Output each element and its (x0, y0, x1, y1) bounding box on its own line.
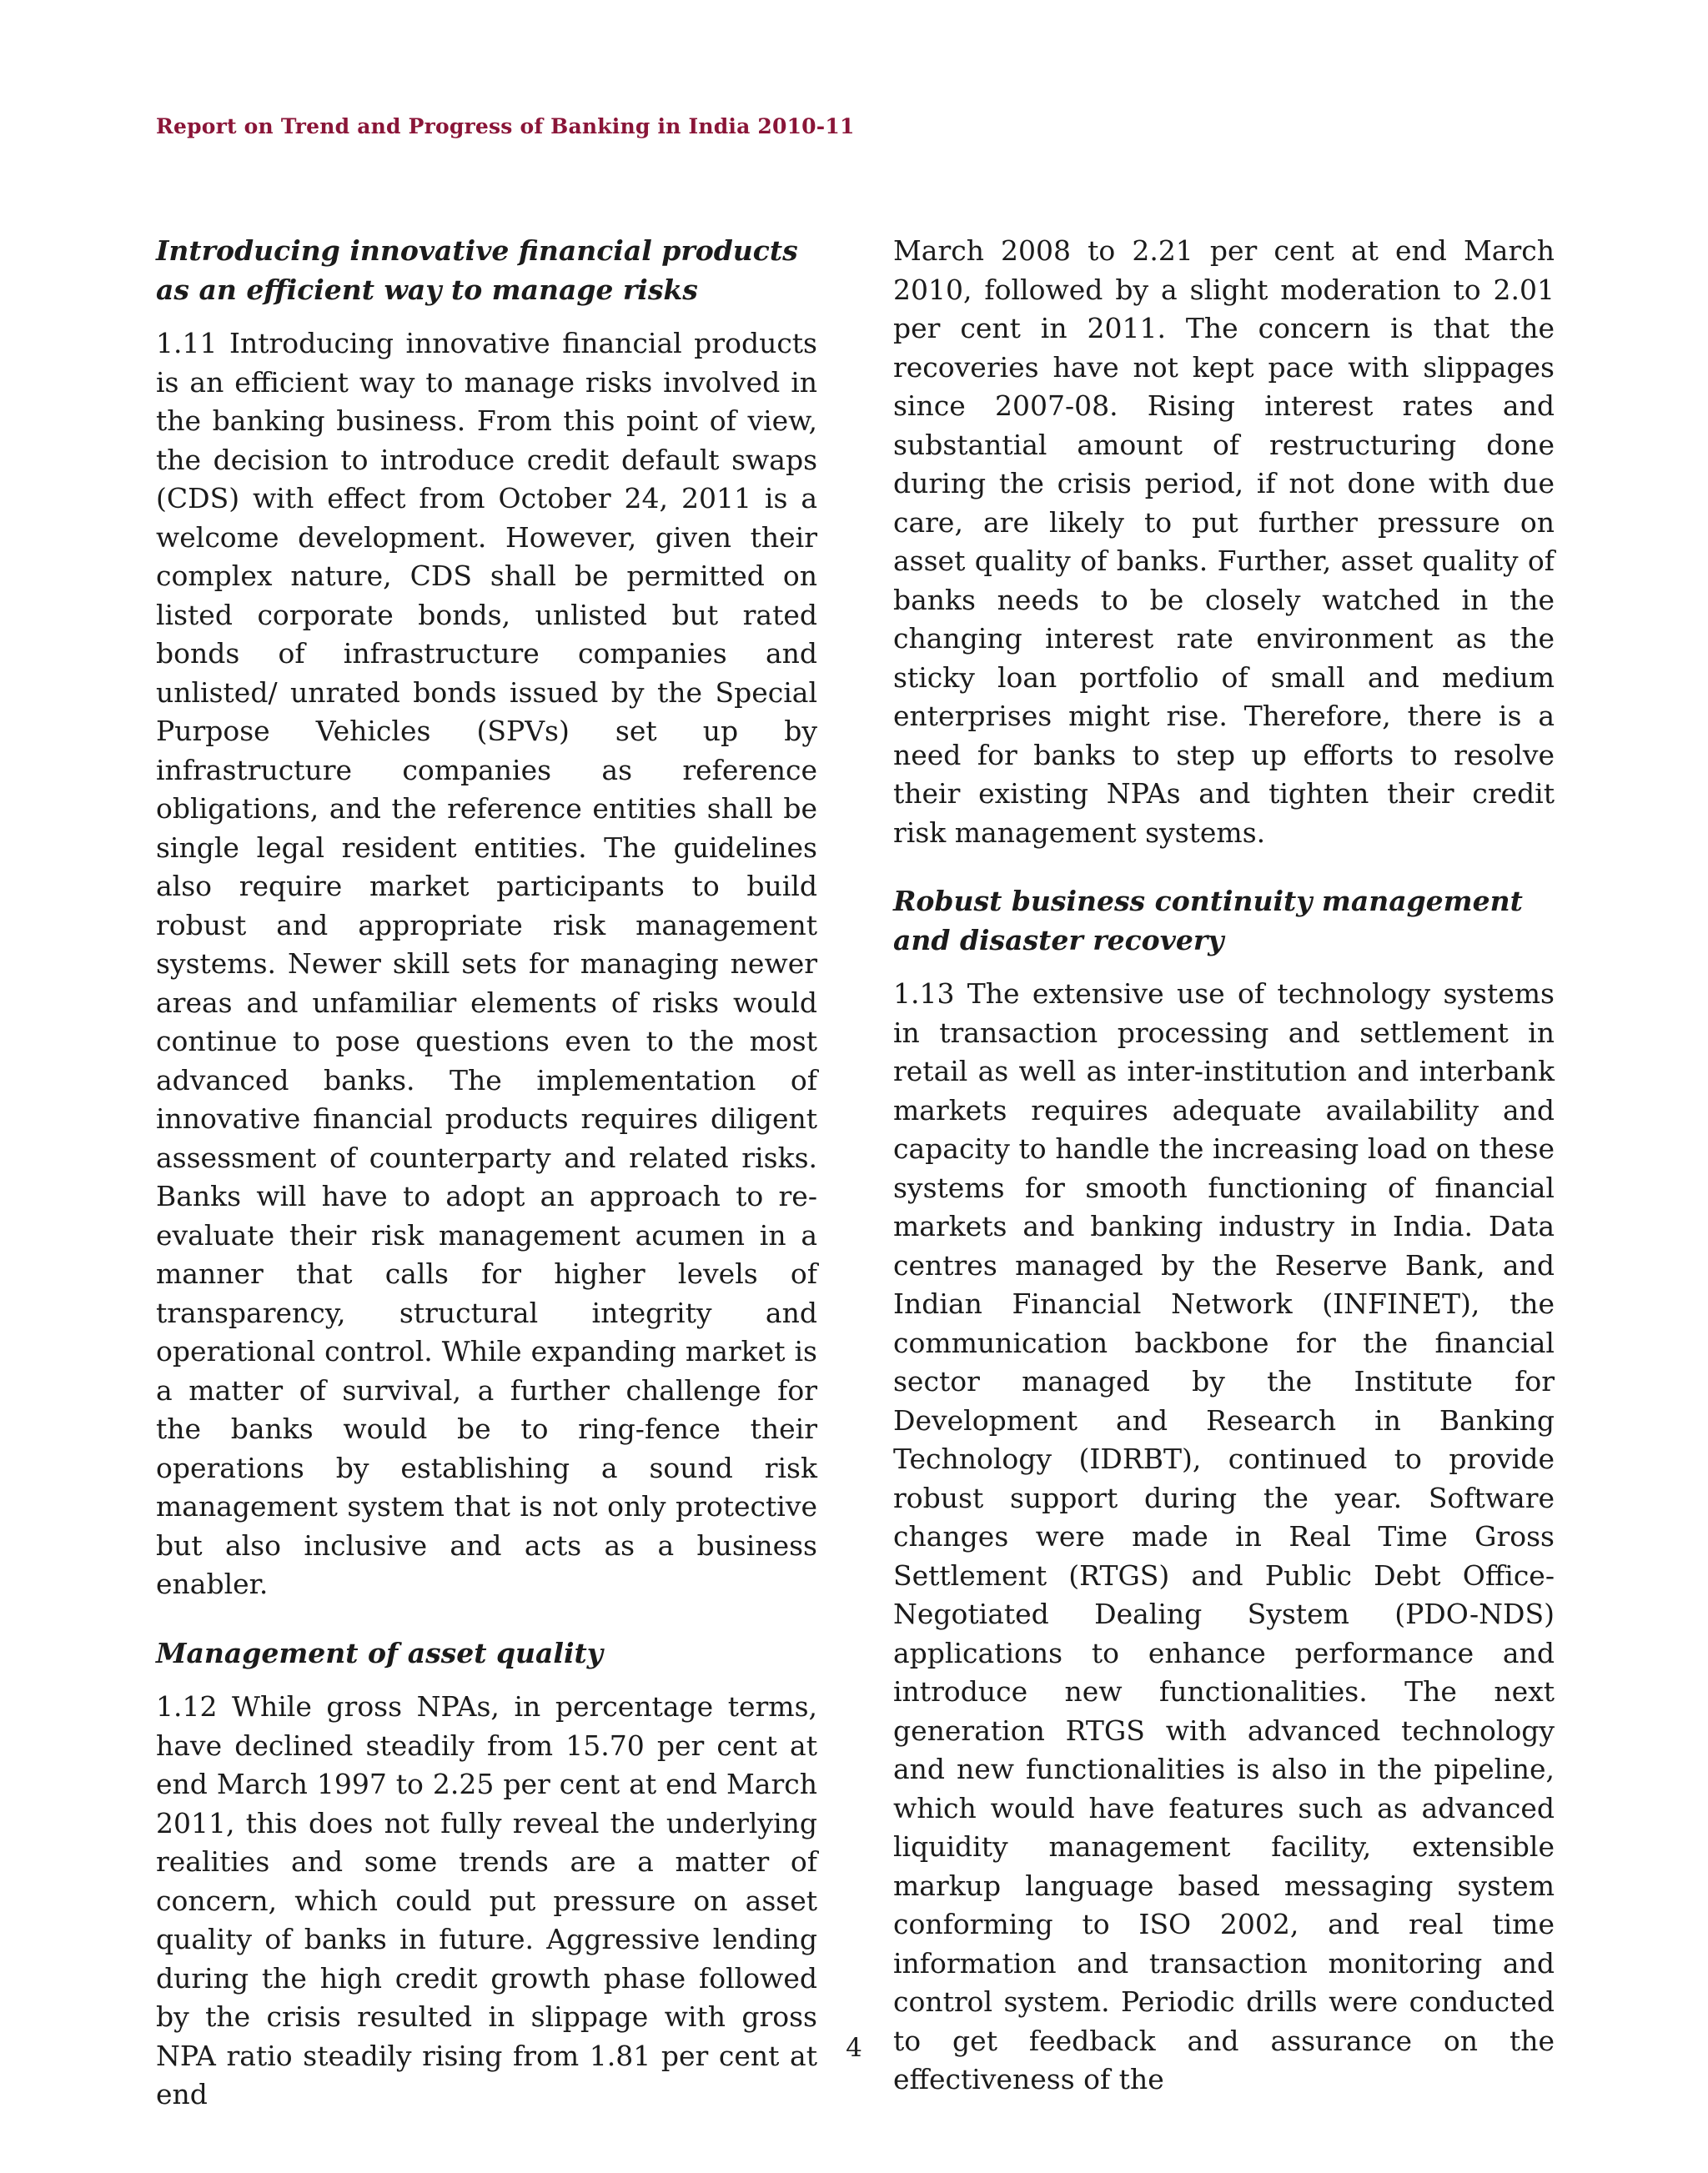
running-header: Report on Trend and Progress of Banking in India 2010-11 (156, 114, 855, 138)
right-column (893, 232, 1555, 2100)
spacer (156, 1604, 817, 1634)
section-heading-asset-quality: Management of asset quality (156, 1636, 603, 1669)
paragraph-1-12: 1.12 While gross NPAs, in percentage terms, have declined steadily from 15.70 per cent at end March 1997 to 2.25 per cent at end March 2011, this does not fully reveal the underlying realities and some trends are a matter of concern, which could put pressure on asset quality of banks in future. Aggressive lending during the high credit growth phase followed by the crisis resulted in slippage with gross NPA ratio steadily rising from 1.81 per cent at end (156, 1690, 817, 2110)
page-number: 4 (846, 2033, 862, 2063)
spacer (893, 852, 1555, 882)
spacer (156, 309, 817, 324)
paragraph-1-13: 1.13 The extensive use of technology systems in transaction processing and settlement in retail as well as inter-institution and interbank markets requires adequate availability and capacity to handle the increasing load on these systems for smooth functioning of financial markets and banking industry in India. Data centres managed by the Reserve Bank, and Indian Financial Network (INFINET), the communication backbone for the financial sector managed by the Institute for Development and Research in Banking Technology (IDRBT), continued to provide robust support during the year. Software changes were made in Real Time Gross Settlement (RTGS) and Public Debt Office-Negotiated Dealing System (PDO-NDS) applications to enhance performance and introduce new functionalities. The next generation RTGS with advanced technology and new functionalities is also in the pipeline, which would have features such as advanced liquidity management facility, extensible markup language based messaging system conforming to ISO 2002, and real time information and transaction monitoring and control system. Periodic drills were conducted to get feedback and assurance on the effectiveness of the (893, 977, 1555, 2095)
paragraph-1-12-continued: March 2008 to 2.21 per cent at end March 2010, followed by a slight moderation to 2.01 per cent in 2011. The concern is that the recoveries have not kept pace with slippages since 2007-08. Rising interest rates and substantial amount of restructuring done during the crisis period, if not done with due care, are likely to put further pressure on asset quality of banks. Further, asset quality of banks needs to be closely watched in the changing interest rate environment as the sticky loan portfolio of small and medium enterprises might rise. Therefore, there is a need for banks to step up efforts to resolve their existing NPAs and tighten their credit risk management systems. (893, 234, 1555, 849)
spacer (156, 1673, 817, 1688)
spacer (893, 960, 1555, 975)
section-heading-innovative-products: Introducing innovative financial products as an efficient way to manage risks (156, 234, 798, 306)
left-column (156, 232, 817, 2115)
paragraph-1-11: 1.11 Introducing innovative financial products is an efficient way to manage risks involved in the banking business. From this point of view, the decision to introduce credit default swaps (CDS) with effect from October 24, 2011 is a welcome development. However, given their complex nature, CDS shall be permitted on listed corporate bonds, unlisted but rated bonds of infrastructure companies and unlisted/ unrated bonds issued by the Special Purpose Vehicles (SPVs) set up by infrastructure companies as reference obligations, and the reference entities shall be single legal resident entities. The guidelines also require market participants to build robust and appropriate risk management systems. Newer skill sets for managing newer areas and unfamiliar elements of risks would continue to pose questions even to the most advanced banks. The implementation of innovative financial products requires diligent assessment of counterparty and related risks. Banks will have to adopt an approach to re-evaluate their risk management acumen in a manner that calls for higher levels of transparency, structural integrity and operational control. While expanding market is a matter of survival, a further challenge for the banks would be to ring-fence their operations by establishing a sound risk management system that is not only protective but also inclusive and acts as a business enabler. (156, 327, 817, 1600)
section-heading-business-continuity: Robust business continuity management and disaster recovery (893, 885, 1523, 956)
